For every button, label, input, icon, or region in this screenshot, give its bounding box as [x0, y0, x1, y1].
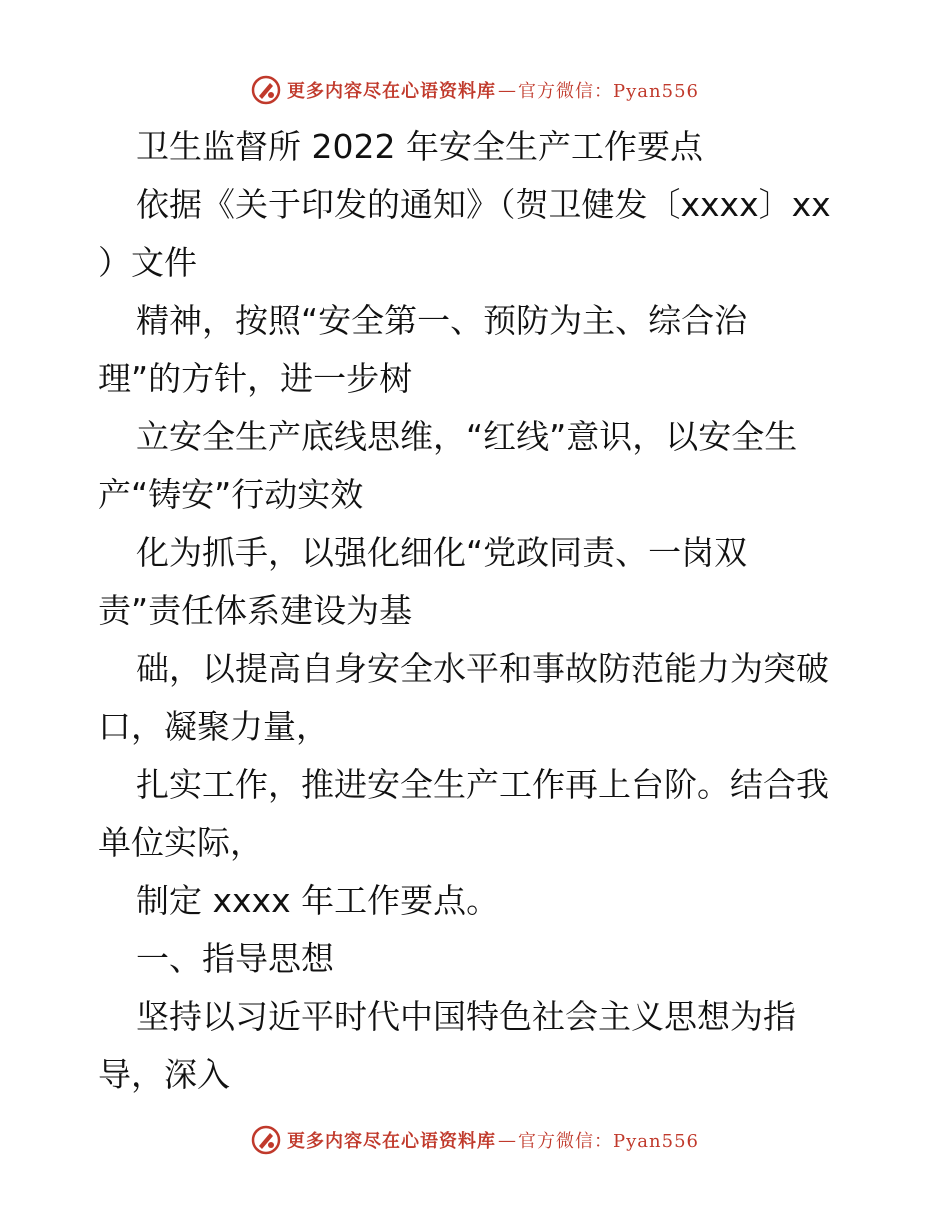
- text-line: 立安全生产底线思维，“红线”意识，以安全生: [136, 417, 798, 456]
- text-line: 依据《关于印发的通知》（贺卫健发〔xxxx〕xx: [136, 185, 831, 224]
- text-line: 制定 xxxx 年工作要点。: [136, 881, 500, 920]
- text-line: 导，深入: [98, 1055, 230, 1094]
- text-line: 口，凝聚力量，: [98, 707, 329, 746]
- watermark-header: [0, 70, 950, 110]
- text-line: 扎实工作，推进安全生产工作再上台阶。结合我: [136, 765, 829, 804]
- text-line: ）文件: [98, 243, 197, 282]
- text-line: 一、指导思想: [136, 939, 334, 978]
- watermark-text: 更多内容尽在心语资料库: [287, 81, 497, 102]
- watermark-footer: [0, 1120, 950, 1160]
- text-line: 产“铸安”行动实效: [98, 475, 364, 514]
- watermark-separator: —: [498, 79, 517, 101]
- text-line: 单位实际，: [98, 823, 263, 862]
- watermark-wechat: 官方微信：Pyan556: [518, 1131, 699, 1152]
- watermark-wechat: 官方微信：Pyan556: [518, 81, 699, 102]
- text-line: 精神，按照“安全第一、预防为主、综合治: [136, 301, 748, 340]
- text-line: 化为抓手，以强化细化“党政同责、一岗双: [136, 533, 748, 572]
- watermark-text: 更多内容尽在心语资料库: [287, 1131, 497, 1152]
- text-line: 理”的方针，进一步树: [98, 359, 413, 398]
- text-line: 责”责任体系建设为基: [98, 591, 413, 630]
- text-line: 础，以提高自身安全水平和事故防范能力为突破: [136, 649, 829, 688]
- pen-logo-icon: [251, 75, 281, 105]
- watermark-separator: —: [498, 1129, 517, 1151]
- text-line: 坚持以习近平时代中国特色社会主义思想为指: [136, 997, 796, 1036]
- document-body: [98, 118, 858, 1104]
- pen-logo-icon: [251, 1125, 281, 1155]
- text-line: 卫生监督所 2022 年安全生产工作要点: [136, 127, 703, 166]
